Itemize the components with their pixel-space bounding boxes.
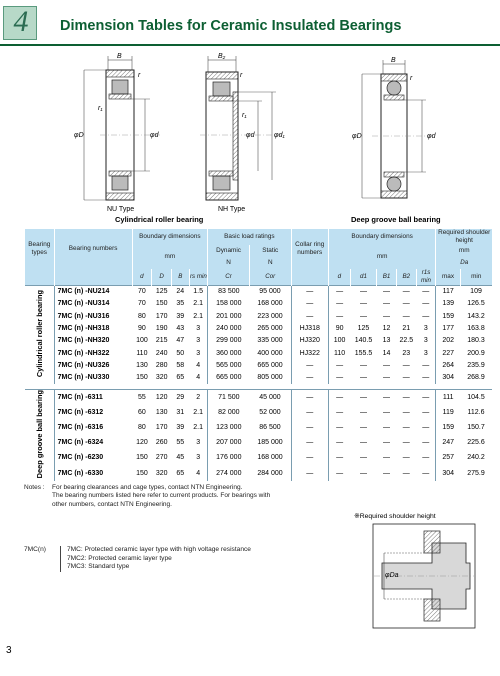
th-mm-3: mm xyxy=(436,245,492,257)
table-cell: 335 000 xyxy=(257,337,283,345)
th-D: D xyxy=(152,269,172,286)
table-cell: — xyxy=(422,374,430,382)
table-cell: — xyxy=(402,469,410,477)
table-cell: 4 xyxy=(196,469,201,477)
notes xyxy=(24,484,324,509)
th-mm: mm xyxy=(132,245,208,269)
table-cell: 117 xyxy=(436,286,460,298)
table-cell: 12 xyxy=(382,325,391,333)
table-cell: — xyxy=(328,420,350,435)
table-row xyxy=(25,347,493,359)
table-cell: 260 xyxy=(155,439,168,447)
table-cell: — xyxy=(291,420,328,435)
legend-item-1: 7MC: Protected ceramic layer type with high voltage resistance xyxy=(67,546,251,553)
nu-type-caption: NU Type xyxy=(107,206,135,213)
table-cell: 140.5 xyxy=(354,337,373,345)
th-cor: Cor xyxy=(249,269,291,286)
th-bearing-types: Bearing types xyxy=(25,229,55,269)
table-cell: — xyxy=(328,405,350,420)
table-cell: 170 xyxy=(155,312,168,320)
table-cell: — xyxy=(416,286,436,298)
table-cell: 3 xyxy=(196,454,201,462)
table-cell: 280 xyxy=(155,361,168,369)
table-cell: 3 xyxy=(196,337,201,345)
th-max: max xyxy=(436,269,460,286)
th-d: d xyxy=(132,269,152,286)
table-cell: 14 xyxy=(382,349,391,357)
table-cell: 265 000 xyxy=(257,325,283,333)
chapter-number: 4 xyxy=(13,5,29,38)
table-cell: — xyxy=(383,361,391,369)
table-cell: 120 xyxy=(152,390,172,405)
bearing-number-cell: 7MC (n) -NH320 xyxy=(54,335,132,347)
table-cell: — xyxy=(359,469,367,477)
notes-line-2: The bearing numbers listed here refer to current products. For bearings with xyxy=(52,492,271,500)
table-cell: 268.9 xyxy=(467,374,485,382)
table-cell: 109 xyxy=(460,286,492,298)
table-cell: 45 xyxy=(176,454,185,462)
table-cell: — xyxy=(377,390,397,405)
table-cell: 150 xyxy=(136,374,148,382)
table-cell: 29 xyxy=(172,390,190,405)
table-cell: 100 xyxy=(328,335,350,347)
table-cell: 274 000 xyxy=(208,466,250,481)
page-title: Dimension Tables for Ceramic Insulated Bearings xyxy=(60,18,402,34)
table-cell: 70 xyxy=(138,300,146,308)
table-cell: — xyxy=(422,469,430,477)
table-cell: 143.2 xyxy=(467,312,485,320)
table-cell: 159 xyxy=(436,420,460,435)
table-cell: — xyxy=(422,361,430,369)
table-cell: 58 xyxy=(176,361,185,369)
table-cell: 227 xyxy=(436,347,460,359)
bearing-number-cell: 7MC (n) -NU326 xyxy=(54,359,132,371)
table-cell: — xyxy=(377,286,397,298)
table-cell: 180.3 xyxy=(467,337,485,345)
table-cell: 240.2 xyxy=(467,454,485,462)
th-static: Static xyxy=(249,245,291,257)
notes-line-1: For bearing clearances and cage types, contact NTN Engineering. xyxy=(52,484,243,491)
table-cell: 71 500 xyxy=(208,390,250,405)
table-cell: — xyxy=(402,409,410,417)
table-cell: — xyxy=(359,361,367,369)
table-cell: 176 000 xyxy=(208,450,250,465)
dimension-table xyxy=(24,229,492,481)
dim-label-phid-outer: φD xyxy=(74,132,84,139)
table-cell: 50 xyxy=(176,349,185,357)
table-cell: 2 xyxy=(189,390,208,405)
cylindrical-rows xyxy=(25,286,493,384)
dim-label-r: r xyxy=(138,72,141,79)
table-cell: — xyxy=(383,439,391,447)
nu-type-drawing xyxy=(84,56,160,200)
table-cell: — xyxy=(350,286,376,298)
bearing-number-cell: 7MC (n) -6230 xyxy=(54,450,132,465)
table-cell: — xyxy=(291,450,328,465)
dim-label-r-nh: r xyxy=(240,72,243,79)
table-cell: — xyxy=(359,439,367,447)
table-cell: — xyxy=(291,286,328,298)
table-cell: 207 000 xyxy=(208,435,250,450)
table-row xyxy=(25,405,493,420)
table-cell: — xyxy=(383,312,391,320)
table-cell: — xyxy=(328,372,350,384)
table-cell: 52 000 xyxy=(259,409,281,417)
table-cell: — xyxy=(291,298,328,310)
th-B1: B1 xyxy=(377,269,397,286)
table-cell: 45 000 xyxy=(249,390,291,405)
page-number: 3 xyxy=(6,645,12,656)
table-cell: — xyxy=(422,409,430,417)
table-cell: 3 xyxy=(423,325,428,333)
table-cell: — xyxy=(402,439,410,447)
table-cell: 304 xyxy=(436,372,460,384)
table-cell: 43 xyxy=(176,325,185,333)
table-cell: 24 xyxy=(172,286,190,298)
table-cell: 80 xyxy=(138,312,146,320)
table-cell: 3 xyxy=(423,349,428,357)
table-cell: — xyxy=(383,424,391,432)
table-cell: — xyxy=(359,409,367,417)
table-cell: 223 000 xyxy=(257,312,283,320)
table-cell: 112.6 xyxy=(467,409,485,417)
th-r1s: r1s min xyxy=(416,269,436,286)
bearing-number-cell: 7MC (n) -NU330 xyxy=(54,372,132,384)
table-cell: 168 000 xyxy=(257,300,283,308)
group-label-deep-groove: Deep groove ball bearing xyxy=(25,390,55,481)
table-cell: 65 xyxy=(176,469,185,477)
bearing-number-cell: 7MC (n) -6312 xyxy=(54,405,132,420)
dim-label-phid-dg-inner: φd xyxy=(427,133,436,140)
dim-label-r1: r₁ xyxy=(98,105,103,112)
table-row xyxy=(25,420,493,435)
table-cell: 360 000 xyxy=(208,347,250,359)
th-boundary-dimensions-2: Boundary dimensions xyxy=(328,229,436,245)
table-cell: — xyxy=(422,424,430,432)
table-cell: — xyxy=(359,374,367,382)
table-cell: 47 xyxy=(176,337,185,345)
table-cell: HJ320 xyxy=(291,335,328,347)
table-cell: — xyxy=(359,424,367,432)
bearing-number-cell: 7MC (n) -NH322 xyxy=(54,347,132,359)
table-cell: — xyxy=(328,298,350,310)
table-cell: 150 xyxy=(136,469,148,477)
table-cell: 2.1 xyxy=(193,424,204,432)
table-cell: — xyxy=(422,312,430,320)
chapter-badge xyxy=(3,6,37,40)
shoulder-caption: ※Required shoulder height xyxy=(354,513,436,520)
table-cell: — xyxy=(328,310,350,322)
page-header xyxy=(0,0,500,45)
group-label-cylindrical: Cylindrical roller bearing xyxy=(25,286,55,384)
table-cell: 86 500 xyxy=(259,424,281,432)
title-rule xyxy=(0,44,500,46)
table-cell: 104.5 xyxy=(460,390,492,405)
table-cell: 125 xyxy=(152,286,172,298)
table-cell: 320 xyxy=(155,469,168,477)
table-cell: — xyxy=(359,312,367,320)
table-cell: 185 000 xyxy=(257,439,283,447)
table-cell: 240 xyxy=(155,349,168,357)
table-cell: — xyxy=(402,454,410,462)
table-cell: 90 xyxy=(138,325,146,333)
table-cell: — xyxy=(402,300,410,308)
table-row xyxy=(25,322,493,334)
table-cell: HJ322 xyxy=(291,347,328,359)
table-cell: 177 xyxy=(436,322,460,334)
th-required-shoulder: Required shoulder height xyxy=(436,229,492,245)
table-cell: 304 xyxy=(436,466,460,481)
bearing-number-cell: 7MC (n) -6324 xyxy=(54,435,132,450)
table-cell: — xyxy=(291,372,328,384)
dim-label-r1-nh: r₁ xyxy=(242,112,247,119)
table-cell: 565 000 xyxy=(208,359,250,371)
table-cell: — xyxy=(402,312,410,320)
table-cell: 111 xyxy=(436,390,460,405)
table-cell: 240 000 xyxy=(208,322,250,334)
notes-line-3: other numbers, contact NTN Engineering. xyxy=(52,500,172,508)
table-cell: 264 xyxy=(436,359,460,371)
bearing-number-cell: 7MC (n) -NU316 xyxy=(54,310,132,322)
table-cell: — xyxy=(359,300,367,308)
bearing-number-cell: 7MC (n) -NU214 xyxy=(54,286,132,298)
th-cr: Cr xyxy=(208,269,250,286)
table-cell: 200.9 xyxy=(467,349,485,357)
th-boundary-dimensions: Boundary dimensions xyxy=(132,229,208,245)
table-cell: 2.1 xyxy=(193,312,204,320)
table-cell: 150 xyxy=(155,300,168,308)
table-cell: — xyxy=(350,390,376,405)
table-cell: 120 xyxy=(136,439,148,447)
nh-type-caption: NH Type xyxy=(218,206,246,213)
th-n-static: N xyxy=(249,257,291,269)
table-cell: 150.7 xyxy=(467,424,485,432)
table-cell: 65 xyxy=(176,374,185,382)
table-cell: 80 xyxy=(138,424,146,432)
table-cell: 202 xyxy=(436,335,460,347)
table-cell: — xyxy=(396,390,416,405)
table-cell: — xyxy=(383,374,391,382)
bearing-diagrams xyxy=(0,48,500,228)
table-cell: 235.9 xyxy=(467,361,485,369)
th-da: Da xyxy=(436,257,492,269)
table-cell: 155.5 xyxy=(354,349,373,357)
table-cell: — xyxy=(328,450,350,465)
table-cell: 4 xyxy=(196,374,201,382)
table-row xyxy=(25,335,493,347)
table-cell: 39 xyxy=(176,312,185,320)
table-cell: 805 000 xyxy=(257,374,283,382)
table-cell: 95 000 xyxy=(249,286,291,298)
table-cell: 299 000 xyxy=(208,335,250,347)
table-cell: — xyxy=(383,454,391,462)
da-label: φDa xyxy=(385,572,399,579)
table-cell: 201 000 xyxy=(208,310,250,322)
notes-label: Notes : xyxy=(24,484,45,491)
table-cell: — xyxy=(383,300,391,308)
th-d1: d1 xyxy=(350,269,376,286)
table-row xyxy=(25,372,493,384)
table-row xyxy=(25,466,493,481)
table-cell: 39 xyxy=(176,424,185,432)
table-cell: 55 xyxy=(132,390,152,405)
table-cell: 21 xyxy=(402,325,411,333)
th-collar: Collar ring numbers xyxy=(291,229,328,269)
table-cell: 320 xyxy=(155,374,168,382)
table-cell: 90 xyxy=(328,322,350,334)
table-cell: — xyxy=(383,469,391,477)
th-basic-load: Basic load ratings xyxy=(208,229,291,245)
dim-label-b2: B₂ xyxy=(218,53,226,60)
table-cell: 60 xyxy=(138,409,146,417)
table-cell: 3 xyxy=(196,325,201,333)
table-row xyxy=(25,310,493,322)
table-cell: — xyxy=(291,390,328,405)
table-cell: 55 xyxy=(176,439,185,447)
table-cell: 31 xyxy=(176,409,185,417)
table-cell: 83 500 xyxy=(208,286,250,298)
table-cell: — xyxy=(402,424,410,432)
table-cell: 665 000 xyxy=(208,372,250,384)
table-cell: 82 000 xyxy=(208,405,250,420)
bearing-number-cell: 7MC (n) -NU314 xyxy=(54,298,132,310)
table-cell: 3 xyxy=(196,439,201,447)
table-cell: — xyxy=(291,405,328,420)
dim-label-b: B xyxy=(117,53,122,60)
dim-label-r-dg: r xyxy=(410,75,413,82)
table-cell: — xyxy=(291,310,328,322)
table-cell: 215 xyxy=(155,337,168,345)
table-cell: 257 xyxy=(436,450,460,465)
table-cell: HJ318 xyxy=(291,322,328,334)
table-cell: — xyxy=(402,374,410,382)
table-cell: 110 xyxy=(328,347,350,359)
table-cell: 170 xyxy=(155,424,168,432)
table-cell: — xyxy=(328,359,350,371)
table-cell: — xyxy=(416,390,436,405)
table-cell: 190 xyxy=(155,325,168,333)
table-cell: — xyxy=(291,435,328,450)
table-cell: 119 xyxy=(436,405,460,420)
dim-label-phid-dg: φD xyxy=(352,133,362,140)
table-cell: — xyxy=(291,466,328,481)
table-cell: 168 000 xyxy=(257,454,283,462)
table-cell: 4 xyxy=(196,361,201,369)
table-cell: — xyxy=(291,359,328,371)
cylindrical-caption: Cylindrical roller bearing xyxy=(115,215,204,224)
table-cell: 130 xyxy=(155,409,168,417)
table-cell: 275.9 xyxy=(467,469,485,477)
table-cell: — xyxy=(328,286,350,298)
bearing-number-cell: 7MC (n) -6330 xyxy=(54,466,132,481)
th-d2: d xyxy=(328,269,350,286)
deep-groove-caption: Deep groove ball bearing xyxy=(351,215,441,224)
th-dynamic: Dynamic xyxy=(208,245,250,257)
table-cell: 3 xyxy=(196,349,201,357)
deep-groove-rows xyxy=(25,384,493,481)
legend-item-3: 7MC3: Standard type xyxy=(67,563,130,571)
table-cell: 665 000 xyxy=(257,361,283,369)
table-cell: 70 xyxy=(132,286,152,298)
table-cell: 139 xyxy=(436,298,460,310)
bearing-number-cell: 7MC (n) -6316 xyxy=(54,420,132,435)
table-cell: 100 xyxy=(136,337,148,345)
table-cell: — xyxy=(383,409,391,417)
table-cell: 225.6 xyxy=(467,439,485,447)
dim-label-phid-inner: φd xyxy=(150,132,159,139)
legend-item-2: 7MC2: Protected ceramic layer type xyxy=(67,554,172,562)
table-row xyxy=(25,450,493,465)
table-cell: 130 xyxy=(136,361,148,369)
table-cell: 13 xyxy=(382,337,391,345)
table-cell: 2.1 xyxy=(193,300,204,308)
table-cell: — xyxy=(328,435,350,450)
table-cell: 400 000 xyxy=(257,349,283,357)
table-cell: 123 000 xyxy=(208,420,250,435)
table-cell: — xyxy=(328,466,350,481)
table-cell: — xyxy=(328,390,350,405)
table-row xyxy=(25,359,493,371)
bearing-number-cell: 7MC (n) -NH318 xyxy=(54,322,132,334)
table-cell: 247 xyxy=(436,435,460,450)
table-cell: 2.1 xyxy=(193,409,204,417)
table-row xyxy=(25,435,493,450)
table-cell: 22.5 xyxy=(399,337,414,345)
table-cell: 126.5 xyxy=(467,300,485,308)
th-mm-2: mm xyxy=(328,245,436,269)
table-row xyxy=(25,286,493,298)
bearing-number-cell: 7MC (n) -6311 xyxy=(54,390,132,405)
table-cell: 163.8 xyxy=(467,325,485,333)
table-cell: 1.5 xyxy=(189,286,208,298)
th-min: min xyxy=(460,269,492,286)
table-cell: — xyxy=(396,286,416,298)
table-row xyxy=(25,298,493,310)
table-cell: — xyxy=(402,361,410,369)
table-cell: 284 000 xyxy=(257,469,283,477)
table-cell: — xyxy=(359,454,367,462)
table-cell: 125 xyxy=(357,325,370,333)
th-B2: B2 xyxy=(396,269,416,286)
table-cell: 150 xyxy=(136,454,148,462)
table-cell: 270 xyxy=(155,454,168,462)
table-cell: — xyxy=(422,300,430,308)
table-cell: 159 xyxy=(436,310,460,322)
th-B: B xyxy=(172,269,190,286)
legend-root: 7MC(n) xyxy=(24,546,46,553)
table-cell: 23 xyxy=(402,349,411,357)
table-cell: 35 xyxy=(176,300,185,308)
dim-label-b-dg: B xyxy=(391,57,396,64)
table-cell: 3 xyxy=(423,337,428,345)
table-cell: 158 000 xyxy=(208,298,250,310)
dim-label-phid-nh: φd xyxy=(246,132,255,139)
th-n-dynamic: N xyxy=(208,257,250,269)
dim-label-phid1-nh: φd₁ xyxy=(274,132,285,139)
table-cell: 110 xyxy=(136,349,148,357)
table-cell: — xyxy=(422,454,430,462)
deep-groove-drawing xyxy=(362,60,434,198)
table-row xyxy=(25,390,493,405)
table-cell: — xyxy=(422,439,430,447)
th-bearing-numbers: Bearing numbers xyxy=(54,229,132,269)
th-rs: rs min xyxy=(189,269,208,286)
